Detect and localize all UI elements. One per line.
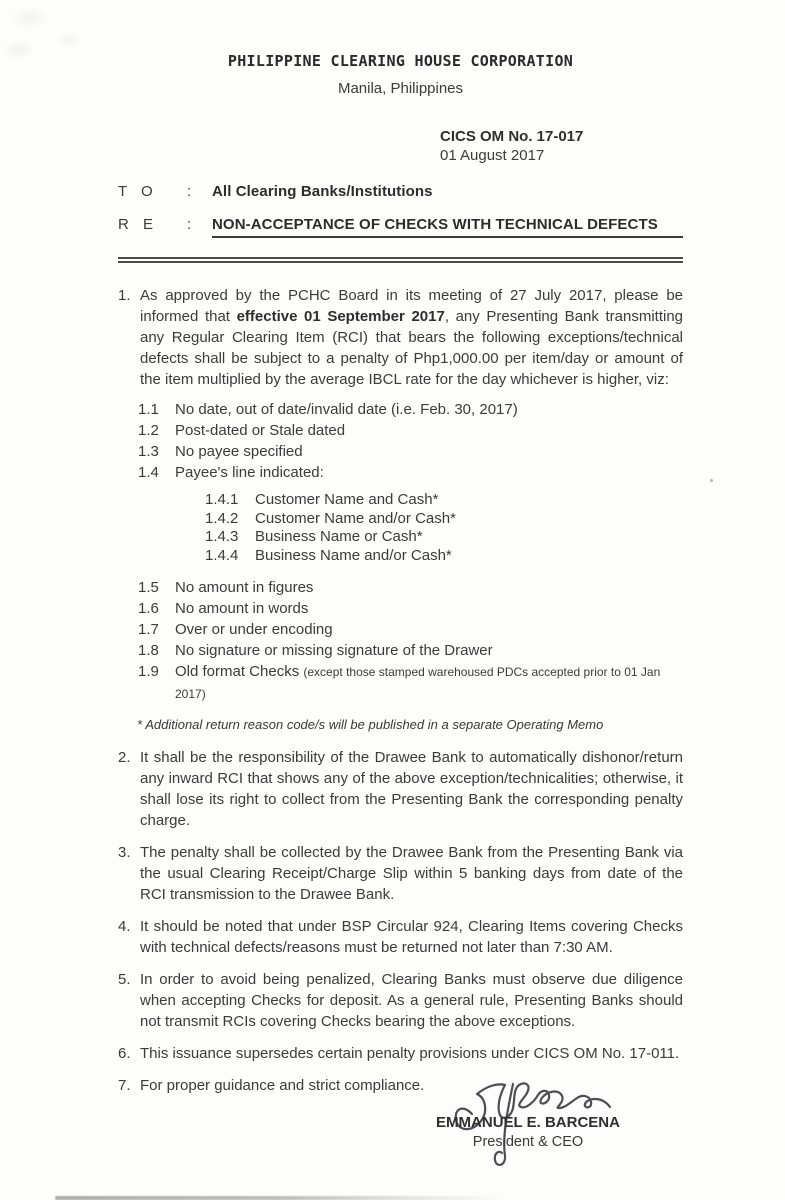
list-item bbox=[205, 510, 683, 529]
list-item-text: Customer Name and/or Cash* bbox=[255, 509, 456, 527]
paragraph-6 bbox=[118, 1043, 683, 1064]
paragraph-6-number: 6. bbox=[118, 1045, 131, 1062]
list-item-text: Business Name and/or Cash* bbox=[255, 546, 452, 564]
footnote: * Additional return reason code/s will be published in a separate Operating Memo bbox=[137, 717, 604, 732]
memo-number: CICS OM No. 17-017 bbox=[440, 128, 584, 145]
list-item bbox=[138, 661, 683, 705]
list-item-text: No signature or missing signature of the Drawer bbox=[175, 642, 493, 659]
paragraph-7-number: 7. bbox=[118, 1077, 131, 1094]
re-row bbox=[118, 216, 683, 238]
signatory-title: President & CEO bbox=[472, 1134, 584, 1150]
list-item bbox=[205, 491, 683, 510]
org-location: Manila, Philippines bbox=[337, 80, 464, 97]
list-item-text: No amount in figures bbox=[175, 579, 314, 596]
paragraph-4-text: It should be noted that under BSP Circular 924, Clearing Items covering Checks with technical defects/reasons must be returned not later than 7:30 AM. bbox=[140, 918, 683, 956]
list-item bbox=[138, 462, 683, 483]
to-colon: : bbox=[187, 183, 192, 200]
paragraph-1-text-end: , any Presenting Bank transmitting any Regular Clearing Item (RCI) that bears the following exceptions/technical defects shall be subject to a penalty of Php1,000.00 per item/day or amount of the item multiplied by the average IBCL rate for the day whichever is higher, viz: bbox=[140, 308, 684, 388]
paragraph-1 bbox=[118, 285, 683, 390]
list-item bbox=[138, 640, 683, 661]
list-item-number: 1.3 bbox=[138, 443, 159, 460]
paragraph-7-text: For proper guidance and strict compliance. bbox=[140, 1077, 425, 1094]
list-item-text: Post-dated or Stale dated bbox=[175, 422, 346, 439]
list-item-number: 1.5 bbox=[138, 579, 159, 596]
org-name: PHILIPPINE CLEARING HOUSE CORPORATION bbox=[227, 52, 574, 70]
list-item bbox=[138, 598, 683, 619]
list-item-text: Business Name or Cash* bbox=[255, 528, 423, 545]
list-item bbox=[138, 619, 683, 640]
list-item bbox=[138, 399, 683, 420]
signature-block bbox=[436, 1076, 620, 1176]
memo-reference-block bbox=[440, 127, 683, 165]
to-label: T O bbox=[118, 183, 158, 200]
scan-speck bbox=[710, 479, 713, 482]
paragraph-5-number: 5. bbox=[118, 971, 131, 988]
list-item-number: 1.4.1 bbox=[205, 491, 239, 508]
list-item bbox=[138, 420, 683, 441]
to-row bbox=[118, 183, 683, 200]
list-item-text-main: Old format Checks bbox=[175, 663, 300, 680]
paragraph-1-bold: effective 01 September 2017 bbox=[236, 308, 445, 325]
list-item-number: 1.4.2 bbox=[205, 509, 239, 527]
list-item-text: No date, out of date/invalid date (i.e. Feb. 30, 2017) bbox=[175, 401, 518, 418]
paragraph-2-number: 2. bbox=[118, 749, 131, 766]
list-item bbox=[205, 528, 683, 547]
paragraph-6-text: This issuance supersedes certain penalty provisions under CICS OM No. 17-011. bbox=[140, 1045, 680, 1062]
list-item bbox=[138, 577, 683, 598]
memo-date: 01 August 2017 bbox=[440, 147, 545, 164]
list-item-note: (except those stamped warehoused PDCs accepted prior to 01 Jan 2017) bbox=[175, 665, 661, 701]
list-item-number: 1.1 bbox=[138, 401, 159, 418]
list-item-number: 1.4.3 bbox=[205, 528, 239, 545]
list-item-number: 1.9 bbox=[138, 663, 159, 680]
list-item-text bbox=[175, 661, 683, 705]
paragraph-2-text: It shall be the responsibility of the Drawee Bank to automatically dishonor/return any inward RCI that shows any of the above exception/technicalities; otherwise, it shall lose its right to collect from the Presenting Bank the corresponding penalty charge. bbox=[140, 749, 683, 829]
list-item bbox=[205, 547, 683, 566]
list-item-number: 1.4.4 bbox=[205, 546, 239, 564]
re-colon: : bbox=[187, 216, 192, 233]
paragraph-4 bbox=[118, 916, 683, 958]
re-subject: NON-ACCEPTANCE OF CHECKS WITH TECHNICAL DEFECTS bbox=[212, 216, 683, 238]
list-item-text: Payee's line indicated: bbox=[175, 464, 324, 481]
paragraph-3-text: The penalty shall be collected by the Drawee Bank from the Presenting Bank via the usual Clearing Receipt/Charge Slip within 5 banking days from date of the RCI transmission to the Drawee Bank. bbox=[140, 844, 683, 903]
list-item-number: 1.6 bbox=[138, 600, 159, 617]
list-item-text: No amount in words bbox=[175, 600, 309, 617]
paragraph-3 bbox=[118, 842, 683, 905]
paragraph-4-number: 4. bbox=[118, 918, 131, 935]
paragraph-5 bbox=[118, 969, 683, 1032]
list-item-text: Customer Name and Cash* bbox=[255, 491, 439, 508]
list-item-number: 1.2 bbox=[138, 422, 159, 439]
scan-edge-shadow bbox=[55, 1196, 505, 1200]
divider-rule bbox=[118, 257, 683, 263]
list-item-text: Over or under encoding bbox=[175, 621, 333, 638]
list-item-text: No payee specified bbox=[175, 443, 303, 460]
to-value: All Clearing Banks/Institutions bbox=[212, 183, 433, 200]
scan-noise-top-left bbox=[0, 0, 130, 70]
signatory-name: EMMANUEL E. BARCENA bbox=[436, 1114, 620, 1131]
paragraph-3-number: 3. bbox=[118, 844, 131, 861]
paragraph-5-text: In order to avoid being penalized, Clearing Banks must observe due diligence when accepting Checks for deposit. As a general rule, Presenting Banks should not transmit RCIs covering Checks bearing the above exceptions. bbox=[140, 971, 683, 1030]
list-item-number: 1.8 bbox=[138, 642, 159, 659]
re-label: R E bbox=[118, 216, 159, 233]
list-item-number: 1.4 bbox=[138, 464, 159, 481]
paragraph-1-text-start: As approved by the PCHC Board in its meeting of 27 July 2017, please be informed that bbox=[140, 287, 683, 325]
list-item-number: 1.7 bbox=[138, 621, 159, 638]
paragraph-2 bbox=[118, 747, 683, 831]
list-item bbox=[138, 441, 683, 462]
paragraph-1-number: 1. bbox=[118, 287, 131, 304]
